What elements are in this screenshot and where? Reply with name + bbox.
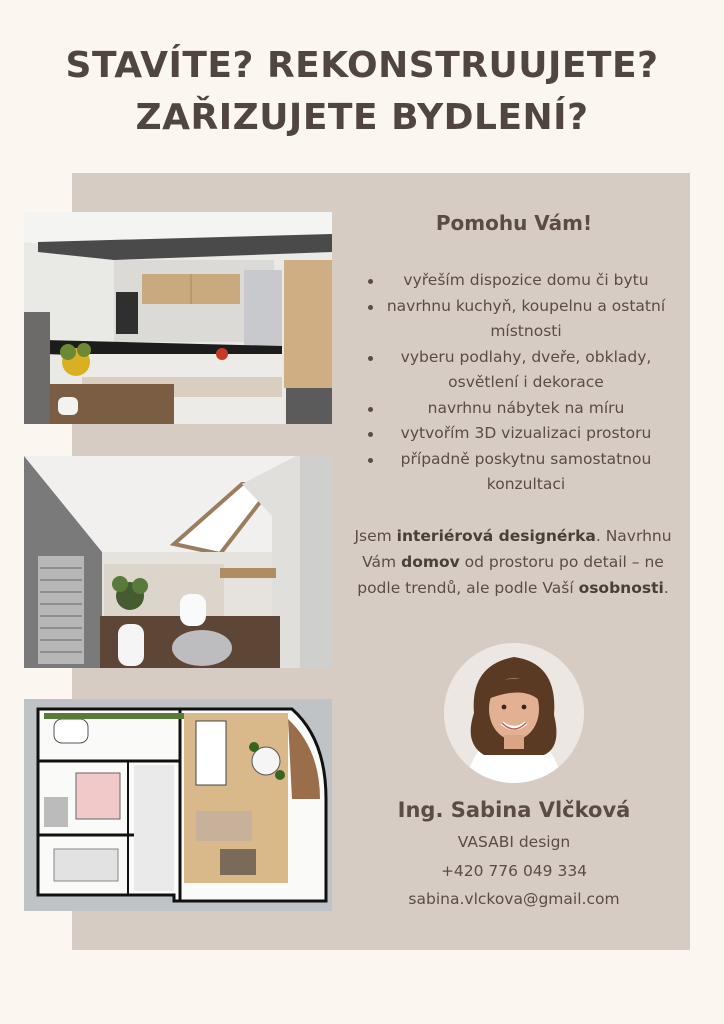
bathroom-render-image <box>24 456 332 668</box>
about-paragraph: Jsem interiérová designérka. Navrhnu Vám domov od prostoru po detail – ne podle trendů, ale podle Vaší osobnosti. <box>354 527 672 597</box>
kitchen-render-image <box>24 212 332 424</box>
list-item: vyřeším dispozice domu či bytu <box>352 268 682 294</box>
contact-email[interactable]: sabina.vlckova@gmail.com <box>408 890 620 908</box>
list-item: navrhnu kuchyň, koupelnu a ostatní místnosti <box>352 294 682 345</box>
about-emphasis-designer: interiérová designérka <box>396 527 596 545</box>
about-emphasis-personality: osobnosti <box>578 579 664 597</box>
help-title: Pomohu Vám! <box>435 211 593 235</box>
list-item: vytvořím 3D vizualizaci prostoru <box>352 421 682 447</box>
list-item: navrhnu nábytek na míru <box>352 396 682 422</box>
headline <box>0 40 724 144</box>
services-list <box>352 268 682 498</box>
list-item: případně poskytnu samostatnou konzultaci <box>352 447 682 498</box>
contact-phone[interactable]: +420 776 049 334 <box>440 862 588 880</box>
about-emphasis-home: domov <box>401 553 460 571</box>
headline-line-2: ZAŘIZUJETE BYDLENÍ? <box>135 97 589 138</box>
portrait-photo <box>444 643 584 783</box>
headline-line-1: STAVÍTE? REKONSTRUUJETE? <box>65 45 659 86</box>
contact-name: Ing. Sabina Vlčková <box>397 798 631 822</box>
contact-company: VASABI design <box>457 833 571 851</box>
list-item: vyberu podlahy, dveře, obklady, osvětlení i dekorace <box>352 345 682 396</box>
floorplan-render-image <box>24 699 332 911</box>
